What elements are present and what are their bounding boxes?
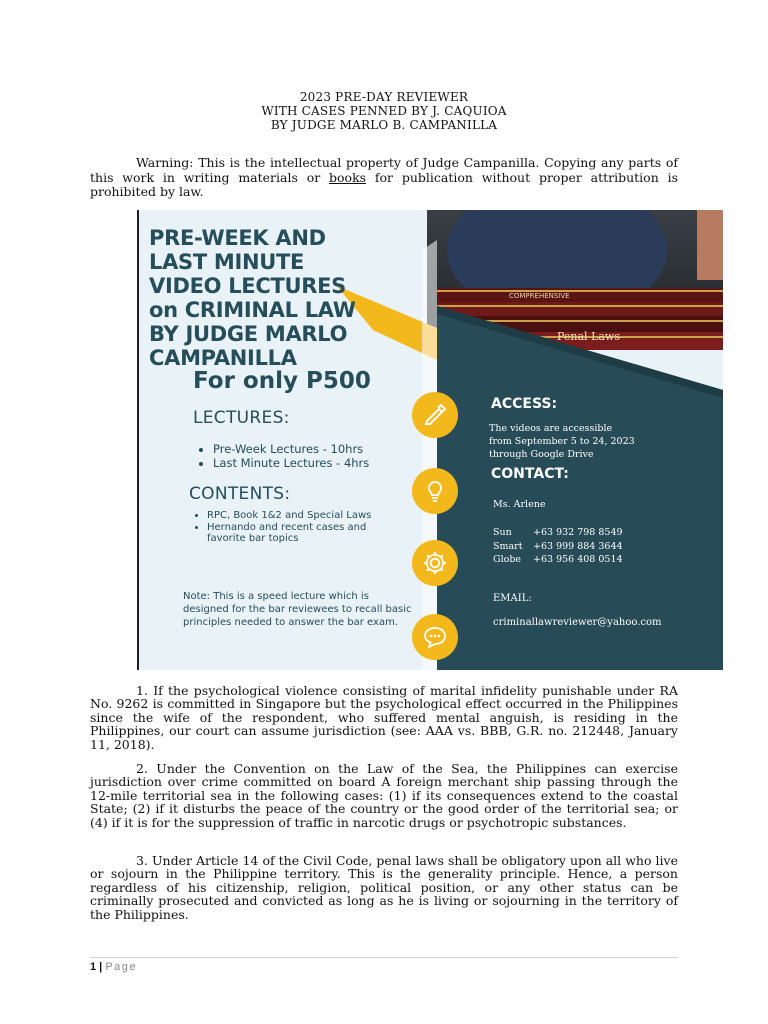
pencil-icon: [412, 392, 458, 438]
page-footer: [90, 961, 137, 973]
email-heading: EMAIL:: [493, 593, 532, 604]
phone-label: Sun: [493, 527, 512, 538]
list-item: • Pre-Week Lectures - 10hrs: [213, 442, 369, 456]
warning-paragraph: [90, 156, 678, 200]
lightbulb-icon: [412, 468, 458, 514]
phone-row-globe: [493, 553, 623, 567]
access-text: [489, 422, 635, 461]
flyer-price: For only P500: [193, 368, 371, 394]
flyer-note: Note: This is a speed lecture which is designed for the bar reviewees to recall basic principles needed to answer the bar exam.: [183, 591, 412, 628]
warning-underlined-word: books: [329, 169, 367, 185]
document-header: [0, 90, 768, 132]
header-line-3: BY JUDGE MARLO B. CAMPANILLA: [270, 118, 498, 132]
list-item: • Hernando and recent cases and favorite bar topics: [207, 522, 397, 545]
footer-divider: [90, 957, 678, 958]
phone-row-smart: [493, 540, 623, 554]
phone-number: +63 956 408 0514: [533, 554, 623, 565]
paragraph-1: 1. If the psychological violence consisting of marital infidelity punishable under RA No. 9262 is committed in Singapore but the psychological effect occurred in the Philippines since the wife of the respondent, who suffered mental anguish, is residing in the Philippines, our court can assume jurisdiction (see: AAA vs. BBB, G.R. no. 212448, January 11, 2018).: [90, 683, 678, 752]
page-word: Page: [105, 961, 138, 973]
book-spine-label: Penal Laws: [557, 330, 620, 343]
paragraph-3: 3. Under Article 14 of the Civil Code, penal laws shall be obligatory upon all who live or sojourn in the Philippine territory. This is the generality principle. Hence, a person regardless of his citizenship, religion, political position, or any other status can be criminally prosecuted and convicted as long as he is living or sojourning in the territory of the Philippines.: [90, 853, 678, 922]
phone-label: Globe: [493, 554, 522, 565]
contact-heading: CONTACT:: [491, 466, 569, 482]
header-line-1: 2023 PRE-DAY REVIEWER: [299, 90, 469, 104]
access-text-line: from September 5 to 24, 2023: [489, 436, 635, 447]
flyer-title-line: LAST MINUTE: [149, 250, 305, 274]
list-item: • RPC, Book 1&2 and Special Laws: [207, 510, 397, 522]
flyer-title: [149, 226, 439, 370]
paragraph-2: 2. Under the Convention on the Law of the Sea, the Philippines can exercise jurisdiction over crime committed on board A foreign merchant ship passing through the 12-mile territorial sea in the following cases: (1) if its consequences extend to the coastal State; (2) if it disturbs the peace of the country or the good order of the territorial sea; or (4) if it is for the suppression of traffic in narcotic drugs or psychotropic substances.: [90, 761, 678, 830]
contents-heading: CONTENTS:: [189, 484, 291, 504]
page-separator: |: [96, 961, 106, 973]
flyer-title-line: VIDEO LECTURES: [149, 274, 346, 298]
warning-text-before: Warning: This is the intellectual property of Judge Campanilla. Copying any parts of this work in writing materials or: [90, 155, 678, 185]
lecture-flyer-image: [137, 210, 723, 670]
access-text-line: The videos are accessible: [489, 423, 613, 434]
lectures-heading: LECTURES:: [193, 408, 290, 428]
phone-label: Smart: [493, 540, 523, 552]
access-text-line: through Google Drive: [489, 449, 594, 460]
contents-list: [193, 510, 397, 545]
phone-list: [493, 526, 623, 567]
phone-number: +63 999 884 3644: [533, 540, 623, 552]
page-number: 1: [90, 961, 97, 973]
header-line-2: WITH CASES PENNED BY J. CAQUIOA: [261, 104, 507, 118]
flyer-title-line: CAMPANILLA: [149, 346, 297, 370]
flyer-title-line: PRE-WEEK AND: [149, 226, 326, 250]
lectures-list: [199, 442, 369, 470]
email-address: criminallawreviewer@yahoo.com: [493, 617, 662, 628]
book-spine-label: COMPREHENSIVE: [509, 292, 570, 300]
gear-icon: [412, 540, 458, 586]
contact-name: Ms. Arlene: [493, 499, 546, 510]
list-item: • Last Minute Lectures - 4hrs: [213, 456, 369, 470]
access-heading: ACCESS:: [491, 396, 558, 412]
flyer-title-line: on CRIMINAL LAW: [149, 298, 356, 322]
phone-row-sun: [493, 526, 623, 540]
chat-bubble-icon: [412, 614, 458, 660]
flyer-title-line: BY JUDGE MARLO: [149, 322, 348, 346]
phone-number: +63 932 798 8549: [533, 527, 623, 538]
warning-text-after: for publication without proper attribution is prohibited by law.: [90, 169, 678, 199]
